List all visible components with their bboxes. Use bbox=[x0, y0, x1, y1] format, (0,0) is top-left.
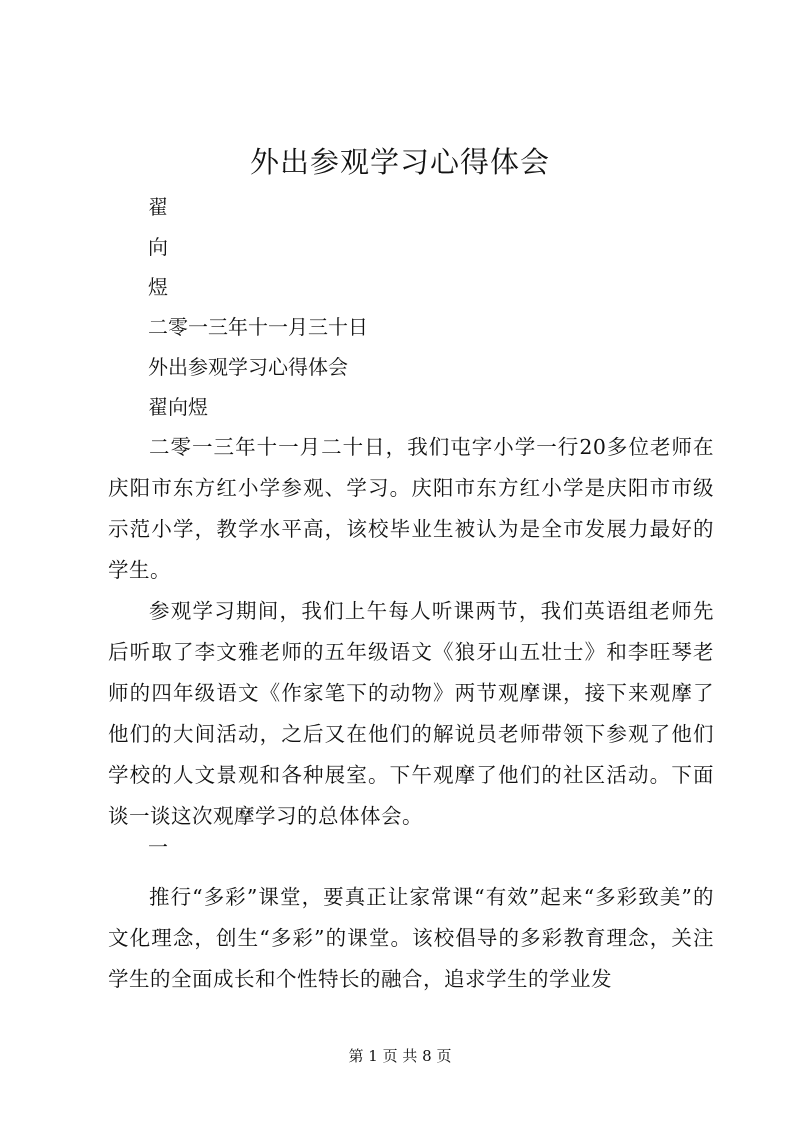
author-char-2: 向 bbox=[148, 235, 168, 259]
document-date: 二零一三年十一月三十日 bbox=[148, 315, 368, 339]
page-footer: 第 1 页 共 8 页 bbox=[348, 1047, 452, 1065]
author-char-1: 翟 bbox=[148, 195, 168, 219]
paragraph-intro: 二零一三年十一月二十日，我们屯字小学一行20多位老师在庆阳市东方红小学参观、学习。庆阳市东方红小学是庆阳市市级示范小学，教学水平高，该校毕业生被认为是全市发展力最好的学生。 bbox=[108, 435, 714, 582]
document-author: 翟向煜 bbox=[148, 395, 208, 419]
paragraph-section-one: 推行“多彩”课堂，要真正让家常课“有效”起来“多彩致美”的文化理念，创生“多彩”的课堂。该校倡导的多彩教育理念，关注学生的全面成长和个性特长的融合，追求学生的学业发 bbox=[108, 885, 714, 991]
document-title: 外出参观学习心得体会 bbox=[249, 145, 550, 179]
paragraph-visit: 参观学习期间，我们上午每人听课两节，我们英语组老师先后听取了李文雅老师的五年级语文《狼牙山五壮士》和李旺琴老师的四年级语文《作家笔下的动物》两节观摩课，接下来观摩了他们的大间活动，之后又在他们的解说员老师带领下参观了他们学校的人文景观和各种展室。下午观摩了他们的社区活动。下面谈一谈这次观摩学习的总体体会。 bbox=[108, 599, 714, 828]
author-char-3: 煜 bbox=[148, 275, 168, 299]
section-number: 一 bbox=[148, 835, 168, 859]
document-subtitle: 外出参观学习心得体会 bbox=[148, 355, 348, 379]
